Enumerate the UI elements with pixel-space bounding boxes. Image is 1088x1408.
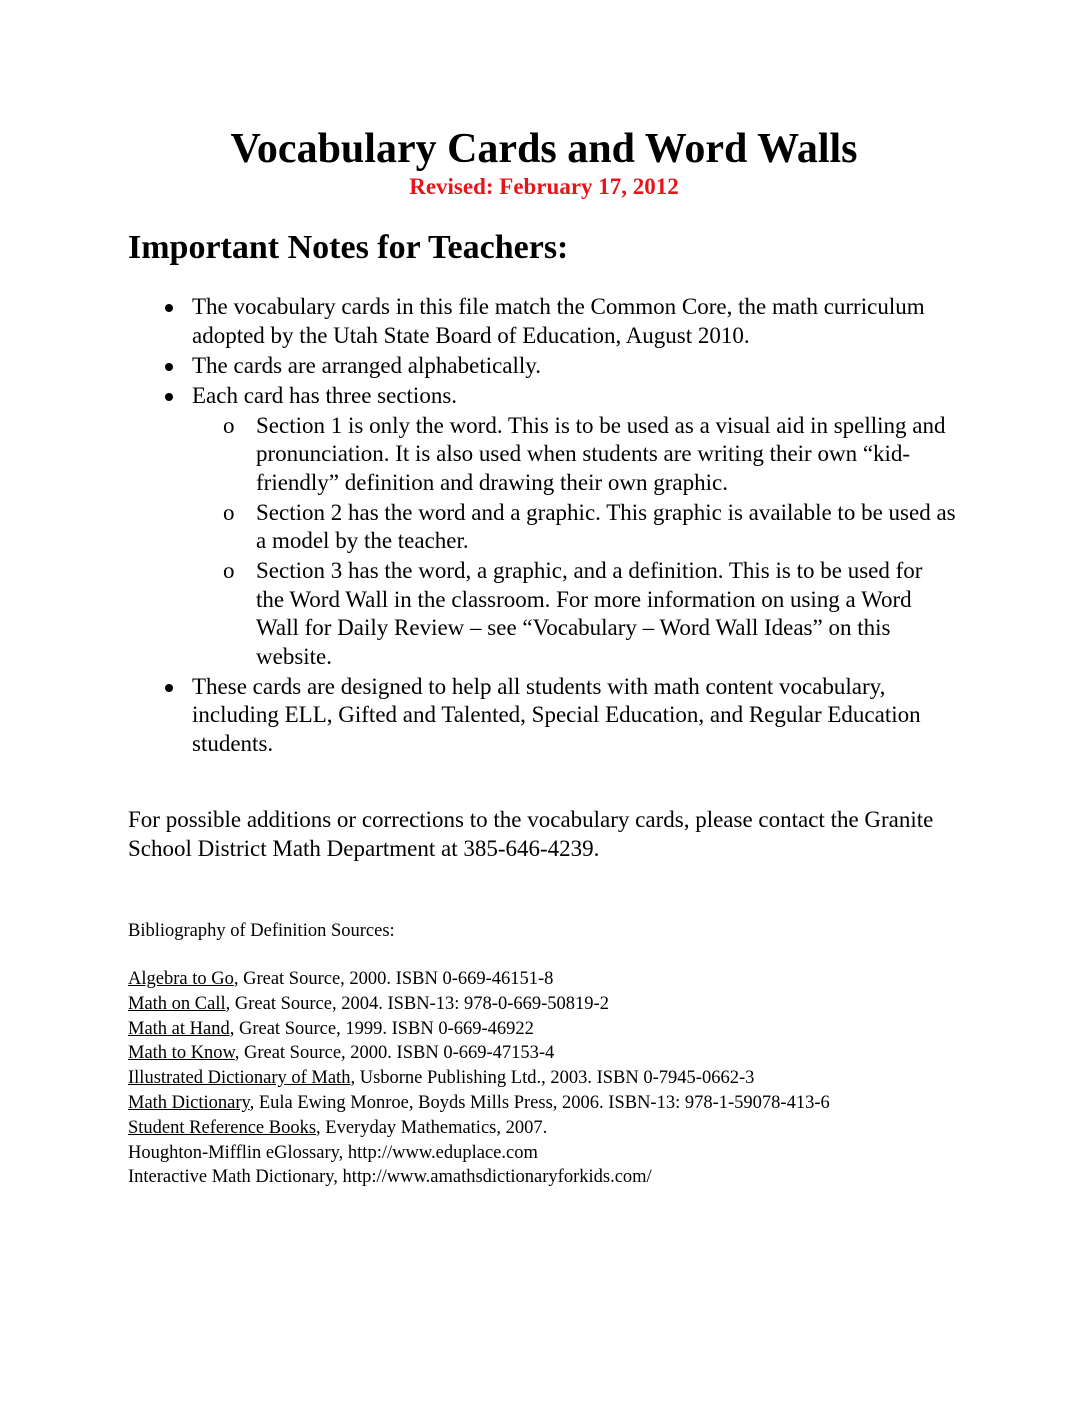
notes-list xyxy=(0,293,1088,760)
book-title: Student Reference Books xyxy=(128,1117,317,1138)
bibliography-entry xyxy=(128,1017,1028,1042)
section-text: Section 1 is only the word. This is to be used as a visual aid in spelling and pronunciation. It is also used when students are writing their own “kid-friendly” definition and drawing their own graphic. xyxy=(256,412,946,495)
bibliography-list xyxy=(128,967,1028,1190)
bibliography-entry xyxy=(128,1141,1028,1166)
revised-date: Revised: February 17, 2012 xyxy=(409,174,679,199)
bibliography-entry xyxy=(128,992,1028,1017)
book-title: Math Dictionary xyxy=(128,1092,250,1113)
bibliography-entry xyxy=(128,1066,1028,1091)
note-text: Each card has three sections. xyxy=(192,382,458,408)
book-details: , Everyday Mathematics, 2007. xyxy=(316,1117,548,1138)
bibliography-heading: Bibliography of Definition Sources: xyxy=(128,921,395,941)
bullet-icon xyxy=(165,393,173,401)
list-item xyxy=(0,382,962,411)
bullet-icon xyxy=(165,363,173,371)
bibliography-entry xyxy=(128,1091,1028,1116)
book-details: , Great Source, 2004. ISBN-13: 978-0-669-50819-2 xyxy=(225,993,609,1014)
bullet-icon xyxy=(165,684,173,692)
bibliography-entry xyxy=(128,1165,1028,1190)
bullet-icon xyxy=(165,304,173,312)
book-title: Math to Know xyxy=(128,1043,235,1064)
bibliography-entry xyxy=(128,1041,1028,1066)
note-text: These cards are designed to help all students with math content vocabulary, including ELL, Gifted and Talented, Special Education, and Regular Education students. xyxy=(192,673,921,756)
book-title: Math on Call xyxy=(128,993,226,1014)
source-details: Interactive Math Dictionary, http://www.amathsdictionaryforkids.com/ xyxy=(128,1167,652,1188)
book-details: , Usborne Publishing Ltd., 2003. ISBN 0-7945-0662-3 xyxy=(350,1068,755,1089)
sub-list-item xyxy=(0,412,956,498)
book-details: , Great Source, 2000. ISBN 0-669-46151-8 xyxy=(233,969,554,989)
bibliography-entry xyxy=(128,1116,1028,1141)
bibliography-entry xyxy=(128,967,1028,992)
sub-list-item xyxy=(0,499,956,556)
contact-paragraph: For possible additions or corrections to the vocabulary cards, please contact the Granite School District Math Department at 385-646-4239. xyxy=(128,807,934,861)
book-title: Algebra to Go xyxy=(128,969,234,989)
list-item xyxy=(0,293,962,350)
section-heading: Important Notes for Teachers: xyxy=(128,229,569,266)
list-item xyxy=(0,673,962,759)
note-text: The vocabulary cards in this file match the Common Core, the math curriculum adopted by the Utah State Board of Education, August 2010. xyxy=(192,294,925,348)
circle-bullet-icon: o xyxy=(223,412,235,438)
book-details: , Great Source, 2000. ISBN 0-669-47153-4 xyxy=(234,1043,555,1064)
book-details: , Eula Ewing Monroe, Boyds Mills Press, 2006. ISBN-13: 978-1-59078-413-6 xyxy=(249,1092,830,1113)
sub-list-item xyxy=(0,557,956,671)
book-title: Math at Hand xyxy=(128,1018,230,1039)
circle-bullet-icon: o xyxy=(223,558,235,583)
circle-bullet-icon: o xyxy=(223,499,235,525)
book-title: Illustrated Dictionary of Math xyxy=(128,1068,351,1089)
note-text: The cards are arranged alphabetically. xyxy=(192,352,542,378)
list-item xyxy=(0,352,962,381)
source-details: Houghton-Mifflin eGlossary, http://www.eduplace.com xyxy=(128,1142,538,1163)
document-title: Vocabulary Cards and Word Walls xyxy=(230,126,858,172)
section-text: Section 2 has the word and a graphic. This graphic is available to be used as a model by the teacher. xyxy=(256,499,956,553)
section-text: Section 3 has the word, a graphic, and a definition. This is to be used for the Word Wall in the classroom. For more information on using a Word Wall for Daily Review – see “Vocabulary – Word Wall Ideas” on this website. xyxy=(256,558,923,669)
book-details: , Great Source, 1999. ISBN 0-669-46922 xyxy=(229,1018,534,1039)
